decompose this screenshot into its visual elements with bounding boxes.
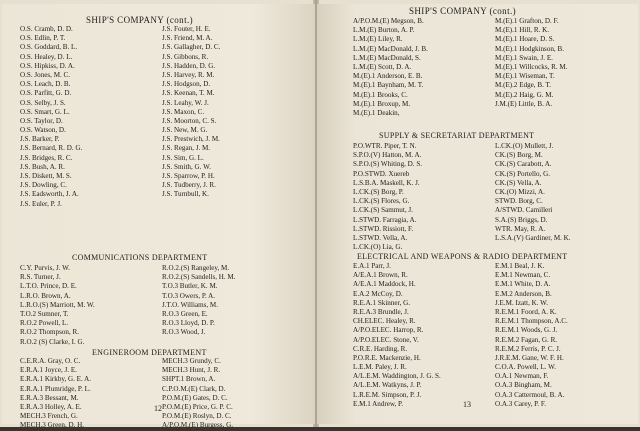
crew-entry: J.S. Sparrow, P. H. xyxy=(162,172,215,180)
crew-entry: L.CK.(O) Lia, G. xyxy=(353,243,403,252)
crew-entry: R.O.3 Lloyd, D. P. xyxy=(162,319,215,328)
crew-entry: A/L.E.M. Watkyns, J. P. xyxy=(353,381,422,390)
page-number: 13 xyxy=(463,400,471,409)
crew-entry: M.(E).1 Brooks, C. xyxy=(353,90,408,99)
crew-entry: CH.ELEC. Healey, R. xyxy=(353,317,416,326)
crew-entry: J.S. Leahy, W. J. xyxy=(162,98,209,107)
crew-entry: J.S. Tudberry, J. R. xyxy=(162,181,216,190)
crew-entry: T.O.3 Butler, K. M. xyxy=(162,282,218,291)
crew-entry: O.S. Watson, D. xyxy=(20,126,66,135)
crew-entry: SHPT.1 Brown, A. xyxy=(162,375,216,384)
crew-entry: CK.(S) Vella, A. xyxy=(495,178,542,187)
crew-entry: O.S. Goddard, B. L. xyxy=(20,43,78,52)
crew-entry: L.STWD. Farragia, A. xyxy=(353,215,417,224)
left-page xyxy=(2,4,315,430)
crew-entry: J.T.O. Williams, M. xyxy=(162,300,219,309)
crew-entry: O.S. Edlin, P. T. xyxy=(20,34,66,43)
crew-entry: J.S. Euler, P. J. xyxy=(20,199,62,208)
crew-entry: M.(E).1 Grafton, D. F. xyxy=(495,17,559,25)
crew-entry: L.CK.(S) Flores, G. xyxy=(353,197,410,206)
crew-entry: L.R.O. Brown, A. xyxy=(20,291,71,300)
crew-entry: E.M.2 Anderson, B. xyxy=(495,289,552,298)
crew-entry: O.S. Smart, G. L. xyxy=(20,107,70,116)
engineroom-heading: ENGINEROOM DEPARTMENT xyxy=(92,348,207,357)
crew-entry: L.S.B.A. Maskell, K. J. xyxy=(353,178,420,187)
crew-entry: O.A.3 Cattermoul, B. A. xyxy=(495,390,565,399)
crew-entry: R.E.A.1 Skinner, G. xyxy=(353,298,411,307)
right-page xyxy=(317,4,638,424)
crew-entry: E.M.1 Beal, J. K. xyxy=(495,262,545,270)
crew-entry: M.(E).1 Broxup, M. xyxy=(353,99,411,108)
supply-list-col2 xyxy=(495,142,571,243)
company-list-col2 xyxy=(162,25,220,200)
engine-list-col1 xyxy=(20,357,91,431)
crew-entry: M.(E).1 Anderson, E. B. xyxy=(353,72,423,81)
crew-entry: J.S. Smith, G. W. xyxy=(162,162,211,171)
crew-entry: E.R.A.3 Holley, A. E. xyxy=(20,402,82,411)
engine-list-col2 xyxy=(162,357,233,431)
crew-entry: R.S. Turner, J. xyxy=(20,273,61,282)
crew-entry: S.A.(S) Briggs, D. xyxy=(495,215,548,224)
crew-entry: J.S. Friend, M. A. xyxy=(162,34,213,43)
crew-entry: A/E.A.1 Brown, R. xyxy=(353,271,408,280)
crew-entry: L.M.(E) Scott, D. A. xyxy=(353,62,412,71)
crew-entry: M.(E).1 Hoare, D. S. xyxy=(495,35,555,44)
crew-entry: A/P.O.ELEC. Harrop, R. xyxy=(353,326,424,335)
crew-entry: M.(E).1 Hodgkinson, B. xyxy=(495,44,564,53)
crew-entry: E.M.1 Andrew, P. xyxy=(353,399,403,408)
crew-entry: L.STWD. Rissiott, F. xyxy=(353,224,414,233)
crew-entry: E.R.A.1 Joyce, J. E. xyxy=(20,366,77,375)
crew-entry: J.M.(E) Little, B. A. xyxy=(495,99,553,108)
crew-entry: R.O.3 Green, E. xyxy=(162,309,208,318)
crew-entry: R.E.M.1 Thompson, A.C. xyxy=(495,317,568,326)
crew-entry: M.(E).1 Wiseman, T. xyxy=(495,72,555,81)
crew-entry: J.S. Gallagher, D. C. xyxy=(162,43,221,52)
crew-entry: L.CK.(O) Mullett, J. xyxy=(495,142,554,150)
crew-entry: T.O.3 Owers, P. A. xyxy=(162,291,216,300)
crew-entry: E.R.A.1 Kirkby, G. E. A. xyxy=(20,375,92,384)
crew-entry: MECH.3 Hunt, J. R. xyxy=(162,366,221,375)
page-number: 12 xyxy=(154,404,162,413)
supply-list-col1 xyxy=(353,142,422,252)
crew-entry: M.(E).2 Edge, B. T. xyxy=(495,81,552,90)
crew-entry: C.E.R.A. Gray, O. C. xyxy=(20,357,81,365)
crew-entry: R.O.3 Wood, J. xyxy=(162,328,206,337)
crew-entry: J.S. Regan, J. M. xyxy=(162,144,211,153)
crew-entry: J.S. Eadsworth, J. A. xyxy=(20,190,79,199)
crew-entry: M.(E).2 Haig, G. M. xyxy=(495,90,554,99)
crew-entry: J.S. Keenan, T. M. xyxy=(162,89,215,98)
crew-entry: M.(E).1 Swain, J. E. xyxy=(495,53,553,62)
crew-entry: R.O.2.(S) Rangeley, M. xyxy=(162,264,230,272)
communications-heading: COMMUNICATIONS DEPARTMENT xyxy=(72,253,208,262)
crew-entry: L.M.(E) Burton, A. P. xyxy=(353,26,415,35)
crew-entry: L.E.M. Paley, J. R. xyxy=(353,363,407,372)
crew-entry: L.STWD. Vella, A. xyxy=(353,233,408,242)
crew-entry: L.M.(E) MacDonald, S. xyxy=(353,53,421,62)
crew-entry: O.S. Selby, J. S. xyxy=(20,98,66,107)
crew-entry: O.S. Cramb, D. D. xyxy=(20,25,73,33)
electrical-list-col1 xyxy=(353,262,441,409)
crew-entry: R.E.M.2 Fagan, G. R. xyxy=(495,335,558,344)
crew-entry: T.O.2 Sumner, T. xyxy=(20,309,69,318)
crew-entry: O.S. Healey, D. L. xyxy=(20,52,73,61)
crew-entry: R.E.M.2 Ferris, P. C. J. xyxy=(495,344,561,353)
crew-entry: J.R.E.M. Gane, W. F. H. xyxy=(495,353,564,362)
crew-entry: J.S. Gibbons, R. xyxy=(162,52,209,61)
crew-entry: J.S. Dowling, C. xyxy=(20,181,67,190)
crew-entry: O.A.1 Newman, F. xyxy=(495,372,549,381)
crew-entry: L.T.O. Prince, D. E. xyxy=(20,282,77,291)
crew-entry: J.S. Fouter, H. E. xyxy=(162,25,211,33)
crew-entry: R.O.2.(S) Sandells, H. M. xyxy=(162,273,236,282)
crew-entry: J.S. Diskett, M. S. xyxy=(20,172,72,180)
ships-company-heading: SHIP'S COMPANY (cont.) xyxy=(86,15,194,25)
comms-list-col2 xyxy=(162,264,236,338)
crew-entry: A/L.E.M. Waddington, J. G. S. xyxy=(353,372,441,381)
crew-entry: L.R.E.M. Simpson, P. J. xyxy=(353,390,422,399)
crew-entry: S.P.O.(S) Whiting, D. S. xyxy=(353,160,423,169)
crew-entry: L.M.(E) Liley, R. xyxy=(353,35,403,44)
crew-entry: O.S. Parfitt, G. D. xyxy=(20,89,72,98)
crew-entry: O.A.3 Bingham, M. xyxy=(495,381,552,390)
crew-entry: E.A.2 McCoy, D. xyxy=(353,289,403,298)
crew-entry: A/E.A.1 Maddock, H. xyxy=(353,280,416,289)
crew-entry: J.S. Hadden, D. G. xyxy=(162,61,216,70)
company-list-col2 xyxy=(495,17,568,109)
crew-entry: M.(E).1 Deakin, xyxy=(353,108,400,117)
crew-entry: MECH.3 Grundy, C. xyxy=(162,357,221,365)
crew-entry: E.M.1 White, D. A. xyxy=(495,280,551,289)
crew-entry: P.O.M.(E) Gates, D. C. xyxy=(162,393,228,402)
crew-entry: A/STWD. Camilleri xyxy=(495,206,553,215)
crew-entry: C.Y. Purvis, J. W. xyxy=(20,264,70,272)
crew-entry: MECH.3 French, G. xyxy=(20,412,78,421)
crew-entry: L.R.O.(S) Marriott, M. W. xyxy=(20,300,95,309)
crew-entry: J.S. Barker, P. xyxy=(20,135,60,144)
crew-entry: R.O.2 (S) Clarke, I. G. xyxy=(20,337,85,346)
electrical-list-col2 xyxy=(495,262,568,409)
crew-entry: C.O.A. Powell, L. W. xyxy=(495,363,556,372)
crew-entry: R.E.M.1 Foord, A. K. xyxy=(495,307,557,316)
crew-entry: R.O.2 Powell, L. xyxy=(20,319,69,328)
crew-entry: M.(E).1 Hill, R. K. xyxy=(495,26,549,35)
crew-entry: WTR. May, R. A. xyxy=(495,224,546,233)
crew-entry: E.R.A.3 Bessant, M. xyxy=(20,393,79,402)
crew-entry: C.P.O.M.(E) Clark, D. xyxy=(162,384,226,393)
crew-entry: CK.(O) Mizzi, A. xyxy=(495,187,545,196)
crew-entry: J.S. Sim, G. L. xyxy=(162,153,204,162)
crew-entry: E.R.A.1 Plumridge, P. L. xyxy=(20,384,91,393)
crew-entry: R.E.A.3 Brundle, J. xyxy=(353,307,409,316)
company-list-col1 xyxy=(20,25,82,209)
crew-entry: P.O.R.E. Mackenzie, H. xyxy=(353,353,421,362)
crew-entry: L.M.(E) MacDonald, J. B. xyxy=(353,44,428,53)
crew-entry: J.S. Harvey, R. M. xyxy=(162,70,215,79)
crew-entry: C.R.E. Harding, R. xyxy=(353,344,408,353)
crew-entry: CK.(S) Borg, M. xyxy=(495,151,543,160)
crew-entry: CK.(S) Portello, G. xyxy=(495,169,550,178)
crew-entry: A/P.O.M.(E) Burgess, G. xyxy=(162,421,234,430)
crew-entry: O.S. Hipkiss, D. A. xyxy=(20,61,75,70)
crew-entry: P.O.STWD. Xuereb xyxy=(353,169,410,178)
crew-entry: P.O.WTR. Piper, T. N. xyxy=(353,142,417,150)
crew-entry: O.S. Leach, D. B. xyxy=(20,80,71,89)
crew-entry: A/P.O.ELEC. Stone, V. xyxy=(353,335,419,344)
crew-entry: L.CK.(S) Sammut, J. xyxy=(353,206,413,215)
crew-entry: E.M.1 Newman, C. xyxy=(495,271,551,280)
ships-company-heading: SHIP'S COMPANY (cont.) xyxy=(409,6,517,16)
crew-entry: J.S. Prestwich, J. M. xyxy=(162,135,220,144)
crew-entry: MECH.3 Green, D. H. xyxy=(20,421,85,430)
crew-entry: O.S. Jones, M. C. xyxy=(20,70,71,79)
crew-entry: CK.(S) Carabott, A. xyxy=(495,160,552,169)
electrical-weapons-radio-heading: ELECTRICAL AND WEAPONS & RADIO DEPARTMENT xyxy=(357,252,568,261)
crew-entry: J.S. New, M. G. xyxy=(162,126,208,135)
crew-entry: J.S. Moorton, C. S. xyxy=(162,116,217,125)
crew-entry: M.(E).1 Willcocks, R. M. xyxy=(495,62,568,71)
crew-entry: E.A.1 Parr, J. xyxy=(353,262,391,270)
crew-entry: J.S. Hodgson, D. xyxy=(162,80,211,89)
crew-entry: P.O.M.(E) Roslyn, D. C. xyxy=(162,412,232,421)
crew-entry: O.S. Taylor, D. xyxy=(20,116,63,125)
supply-secretariat-heading: SUPPLY & SECRETARIAT DEPARTMENT xyxy=(379,131,535,140)
crew-entry: R.E.M.1 Woods, G. J. xyxy=(495,326,558,335)
crew-entry: O.A.3 Carey, P. F. xyxy=(495,399,546,408)
crew-entry: J.S. Bush, A. R. xyxy=(20,162,65,171)
crew-entry: S.P.O.(V) Hatton, M. A. xyxy=(353,151,422,160)
crew-entry: L.S.A.(V) Gardiner, M. K. xyxy=(495,233,571,242)
crew-entry: P.O.M.(E) Price, G. P. C. xyxy=(162,402,233,411)
crew-entry: STWD. Borg, C. xyxy=(495,197,543,206)
crew-entry: J.S. Maxon, C. xyxy=(162,107,205,116)
crew-entry: L.CK.(S) Borg, P. xyxy=(353,187,404,196)
crew-entry: J.S. Bridges, R. C. xyxy=(20,153,73,162)
crew-entry: R.O.2 Thompson, R. xyxy=(20,328,79,337)
crew-entry: J.E.M. Izatt, K. W. xyxy=(495,298,549,307)
comms-list-col1 xyxy=(20,264,95,347)
crew-entry: J.S. Bernard, R. D. G. xyxy=(20,144,83,153)
crew-entry: A/P.O.M.(E) Megson, B. xyxy=(353,17,424,25)
company-list-col1 xyxy=(353,17,428,118)
crew-entry: M.(E).1 Baynham, M. T. xyxy=(353,81,424,90)
crew-entry: J.S. Turnbull, K. xyxy=(162,190,209,199)
